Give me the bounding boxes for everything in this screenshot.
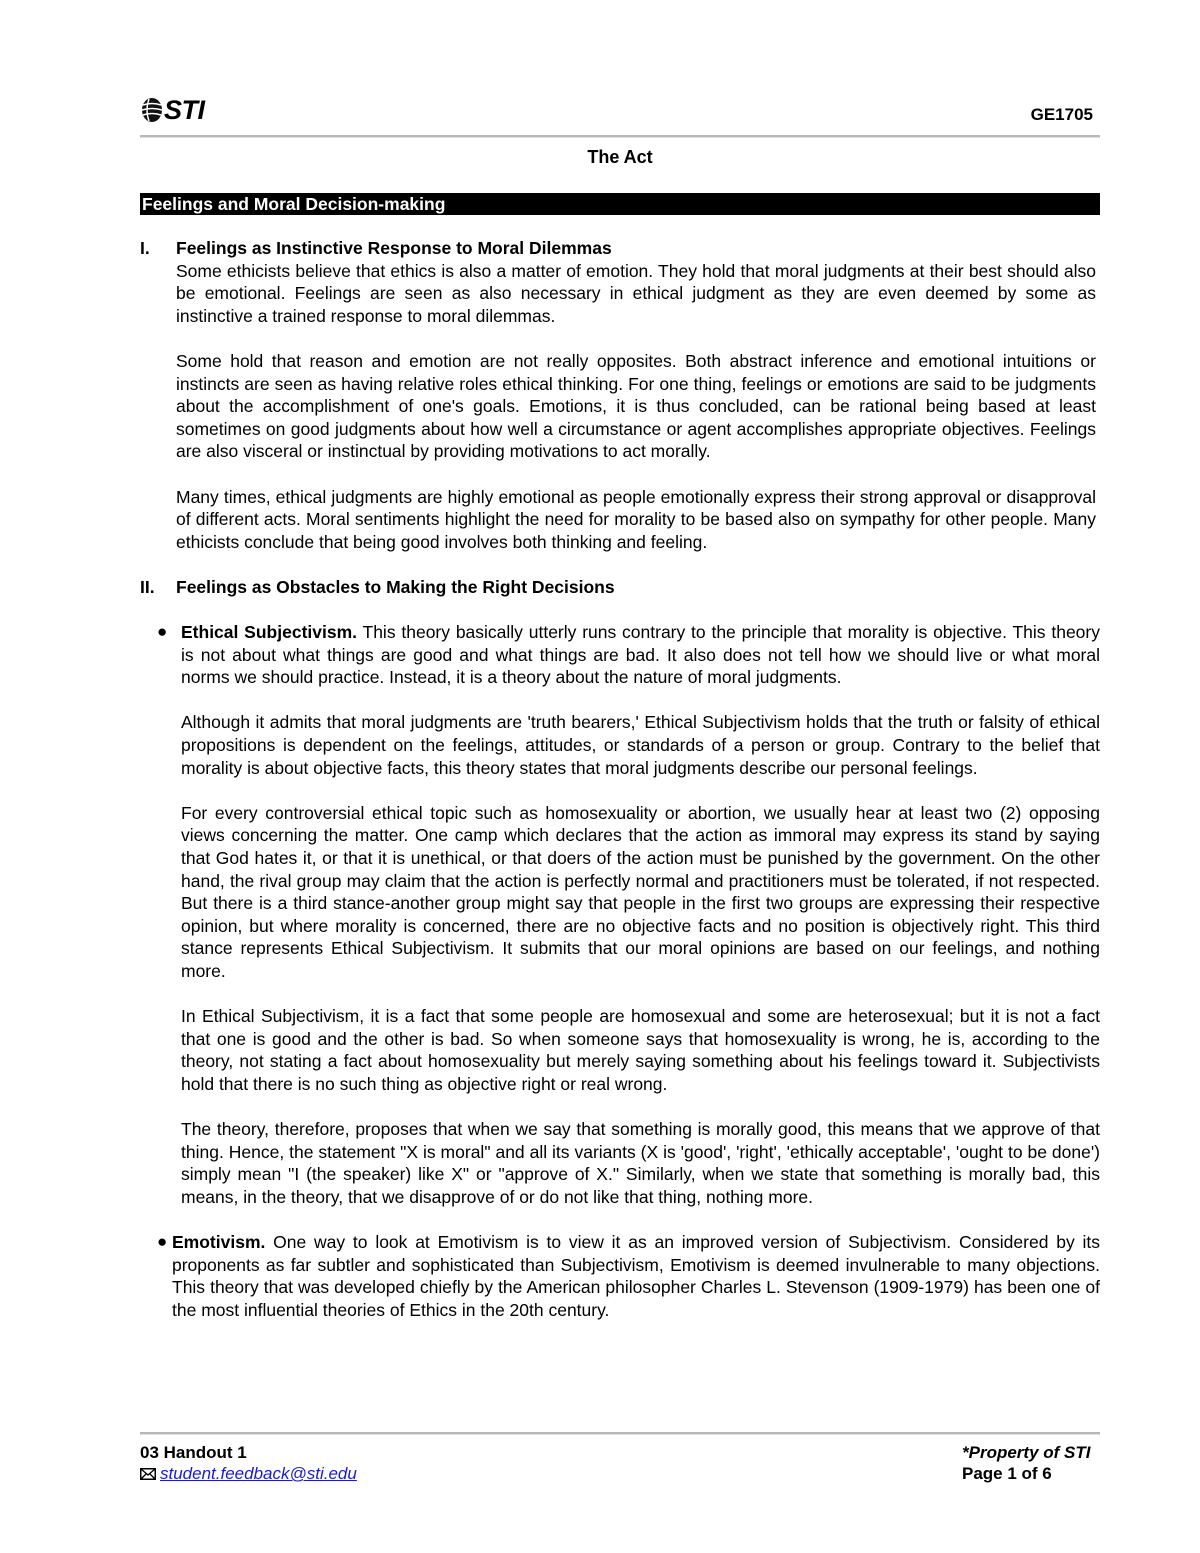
list-item xyxy=(152,621,1100,1208)
course-code: GE1705 xyxy=(1030,105,1093,124)
list-item xyxy=(152,1231,1100,1321)
document-title: The Act xyxy=(587,147,653,167)
envelope-icon xyxy=(140,1468,156,1480)
property-notice: *Property of STI xyxy=(962,1443,1091,1462)
paragraph: Some hold that reason and emotion are not really opposites. Both abstract inference and emotional intuitions or instincts are seen as having relative roles ethical thinking. For one thing, feelings or emotions are said to be judgments about the accomplishment of one's goals. Emotions, it is thus concluded, can be rational being based at least sometimes on good judgments about how well a circumstance or agent accomplishes appropriate objectives. Feelings are also visceral or instinctual by providing motivations to act morally. xyxy=(176,350,1096,462)
term: Emotivism. xyxy=(172,1232,266,1253)
globe-icon xyxy=(141,97,163,123)
bullet-icon: ● xyxy=(157,622,168,642)
footer-right xyxy=(962,1442,1090,1484)
page-number: Page 1 of 6 xyxy=(962,1464,1052,1483)
term-description: One way to look at Emotivism is to view it as an improved version of Subjectivism. Considered by its proponents as far subtler and sophisticated than Subjectivism, Emotivism is deemed invulnerable to many objections. This theory that was developed chiefly by the American philosopher Charles L. Stevenson (1909-1979) has been one of the most influential theories of Ethics in the 20th century. xyxy=(172,1232,1100,1320)
term: Ethical Subjectivism. xyxy=(181,622,358,643)
paragraph: Some ethicists believe that ethics is also a matter of emotion. They hold that moral judgments at their best should also be emotional. Feelings are seen as also necessary in ethical judgment as they are even deemed by some as instinctive a trained response to moral dilemmas. xyxy=(176,260,1096,326)
section-heading: Feelings as Instinctive Response to Moral Dilemmas xyxy=(176,238,612,258)
paragraph xyxy=(181,621,1100,689)
bullet-list xyxy=(140,621,1100,1321)
handout-label: 03 Handout 1 xyxy=(140,1443,247,1462)
sti-logo xyxy=(141,92,205,128)
term-description: This theory basically utterly runs contrary to the principle that morality is objective. This theory is not about what things are good and what things are bad. It also does not tell how we should live or what moral norms we should practice. Instead, it is a theory about the nature of moral judgments. xyxy=(181,622,1100,688)
footer-divider xyxy=(140,1432,1100,1434)
footer-left xyxy=(140,1442,357,1484)
paragraph xyxy=(172,1231,1100,1321)
section-2 xyxy=(140,576,1100,599)
section-title-bar: Feelings and Moral Decision-making xyxy=(140,193,1100,215)
section-numeral: II. xyxy=(140,576,155,597)
paragraph: The theory, therefore, proposes that when we say that something is morally good, this means that we approve of that thing. Hence, the statement "X is moral" and all its variants (X is 'good', 'right', 'ethically acceptable', 'ought to be done') simply mean "I (the speaker) like X" or "approve of X." Similarly, when we state that something is morally bad, this means, in the theory, that we disapprove of or do not like that thing, nothing more. xyxy=(181,1119,1100,1207)
email-link[interactable]: student.feedback@sti.edu xyxy=(160,1464,357,1483)
paragraph: In Ethical Subjectivism, it is a fact that some people are homosexual and some are heterosexual; but it is not a fact that one is good and the other is bad. So when someone says that homosexuality is wrong, he is, according to the theory, not stating a fact about homosexuality but merely saying something about his feelings toward it. Subjectivists hold that there is no such thing as objective right or real wrong. xyxy=(181,1006,1100,1094)
document-body xyxy=(140,237,1100,1322)
section-1 xyxy=(140,237,1100,553)
paragraph: For every controversial ethical topic such as homosexuality or abortion, we usually hear at least two (2) opposing views concerning the matter. One camp which declares that the action as immoral may express its stand by saying that God hates it, or that it is unethical, or that doers of the action must be punished by the government. On the other hand, the rival group may claim that the action is perfectly normal and practitioners must be tolerated, if not respected. But there is a third stance-another group might say that people in the first two groups are expressing their respective opinion, but where morality is concerned, there are no objective facts and no position is objectively right. This third stance represents Ethical Subjectivism. It submits that our moral opinions are based on our feelings, and nothing more. xyxy=(181,802,1100,981)
paragraph: Many times, ethical judgments are highly emotional as people emotionally express their strong approval or disapproval of different acts. Moral sentiments highlight the need for morality to be based also on sympathy for other people. Many ethicists conclude that being good involves both thinking and feeling. xyxy=(176,486,1096,552)
section-numeral: I. xyxy=(140,238,150,258)
header-divider xyxy=(140,135,1100,137)
section-heading: Feelings as Obstacles to Making the Right Decisions xyxy=(176,576,615,597)
paragraph: Although it admits that moral judgments are 'truth bearers,' Ethical Subjectivism holds that the truth or falsity of ethical propositions is dependent on the feelings, attitudes, or standards of a person or group. Contrary to the belief that morality is about objective facts, this theory states that moral judgments describe our personal feelings. xyxy=(181,712,1100,778)
bullet-icon: ● xyxy=(157,1232,168,1252)
logo-text: STI xyxy=(164,94,205,125)
